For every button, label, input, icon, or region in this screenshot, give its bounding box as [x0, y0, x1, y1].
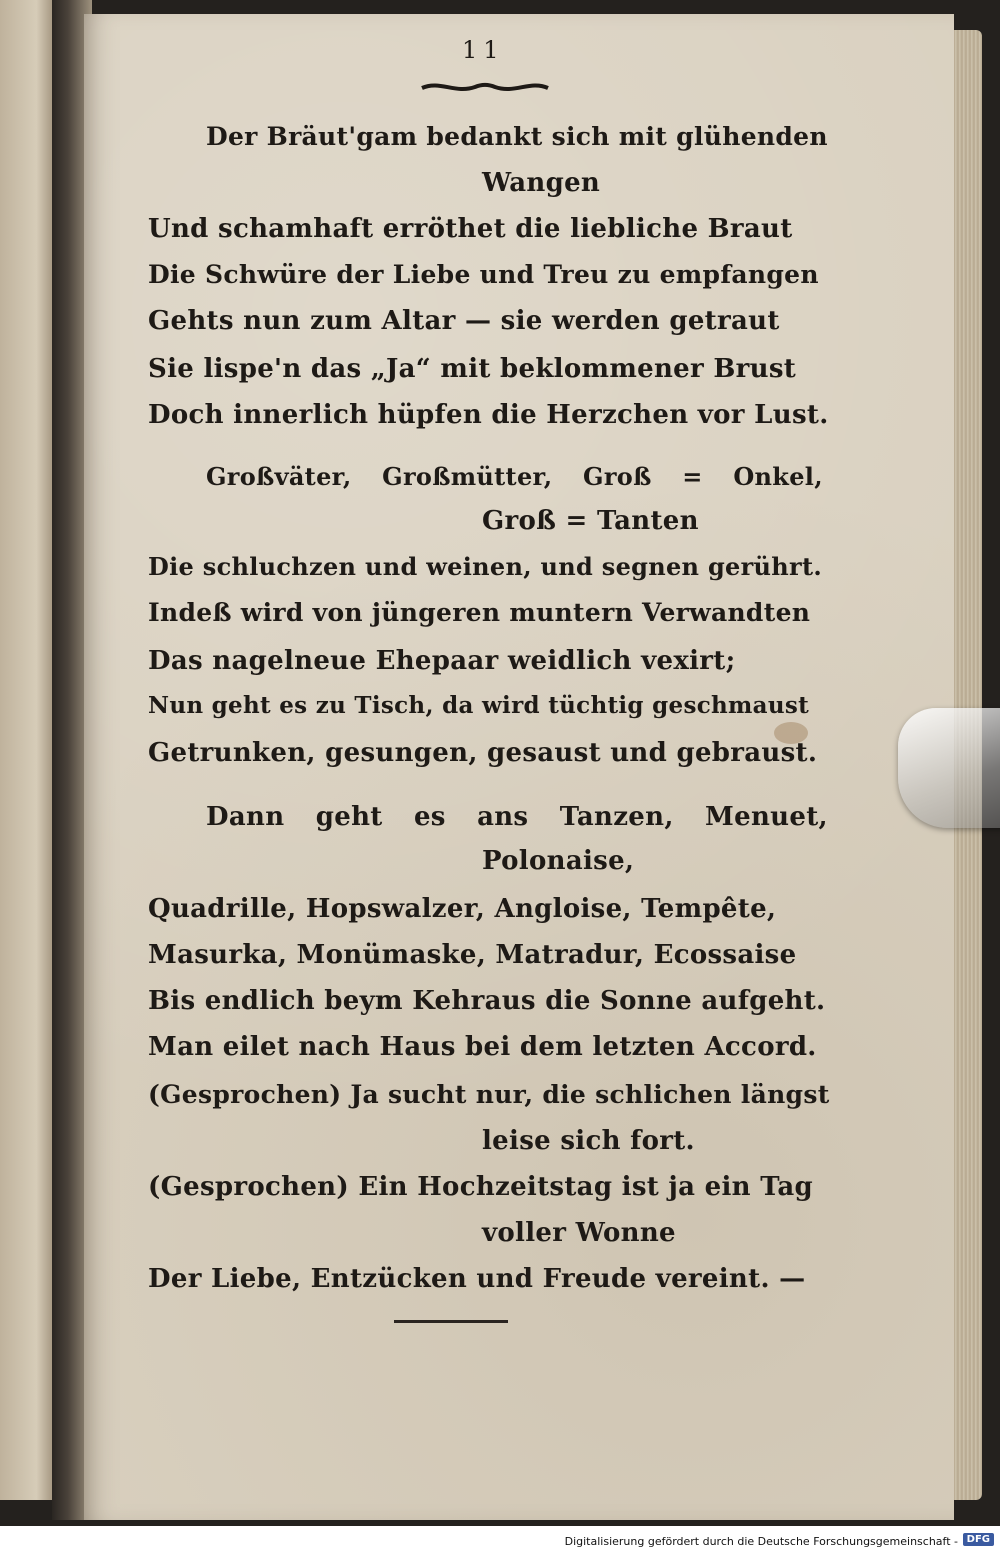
verse-line: Dann geht es ans Tanzen, Menuet,: [206, 802, 828, 832]
verse-line: Doch innerlich hüpfen die Herzchen vor Lust.: [148, 400, 829, 430]
verse-line: Nun geht es zu Tisch, da wird tüchtig geschmaust: [148, 692, 810, 719]
verse-line: Die schluchzen und weinen, und segnen gerührt.: [148, 552, 823, 581]
verse-line: Und schamhaft erröthet die liebliche Braut: [148, 214, 793, 244]
verse-line: Groß = Tanten: [482, 506, 699, 536]
verse-line: Bis endlich beym Kehraus die Sonne aufgeht.: [148, 986, 826, 1016]
dfg-logo: DFG: [963, 1533, 994, 1546]
footer-credit: Digitalisierung gefördert durch die Deutsche Forschungsgemeinschaft -: [564, 1535, 958, 1548]
verse-line: Polonaise,: [482, 846, 635, 876]
verse-line: Sie lispe'n das „Ja“ mit beklommener Brust: [148, 354, 797, 384]
verse-line: Man eilet nach Haus bei dem letzten Accord.: [148, 1032, 817, 1062]
verse-line: Der Bräut'gam bedankt sich mit glühenden: [206, 122, 828, 151]
verse-line: Das nagelneue Ehepaar weidlich vexirt;: [148, 646, 736, 676]
verse-line: leise sich fort.: [482, 1126, 695, 1156]
page-number: 11: [462, 36, 505, 64]
verse-line: Wangen: [482, 168, 601, 198]
verse-line: (Gesprochen) Ein Hochzeitstag ist ja ein Tag: [148, 1172, 813, 1202]
verse-line: (Gesprochen) Ja sucht nur, die schlichen längst: [148, 1080, 830, 1109]
plastic-page-clip: [898, 708, 1000, 828]
left-page-edge: [0, 0, 52, 1500]
verse-line: Quadrille, Hopswalzer, Angloise, Tempête,: [148, 894, 777, 924]
ornament-rule: [420, 78, 550, 96]
verse-line: voller Wonne: [482, 1218, 676, 1248]
verse-line: Gehts nun zum Altar — sie werden getraut: [148, 306, 780, 336]
verse-line: Der Liebe, Entzücken und Freude vereint. —: [148, 1264, 806, 1294]
verse-line: Großväter, Großmütter, Groß = Onkel,: [206, 462, 823, 491]
end-rule: [394, 1320, 508, 1323]
verse-line: Indeß wird von jüngeren muntern Verwandten: [148, 598, 811, 627]
verse-line: Masurka, Monümaske, Matradur, Ecossaise: [148, 940, 797, 970]
verse-line: Die Schwüre der Liebe und Treu zu empfangen: [148, 260, 819, 289]
verse-line: Getrunken, gesungen, gesaust und gebraust.: [148, 738, 818, 768]
